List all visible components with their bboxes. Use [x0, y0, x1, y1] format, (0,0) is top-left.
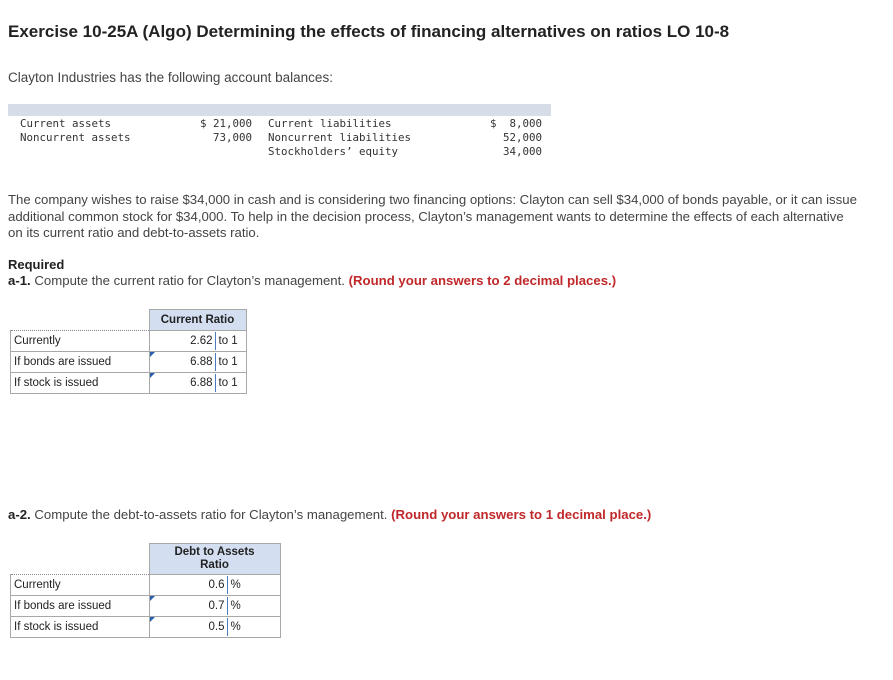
debt-ratio-bonds-cell[interactable] — [149, 596, 280, 617]
unit-label: % — [230, 621, 241, 633]
balance-label: Noncurrent liabilities — [268, 131, 412, 144]
unit-label: to 1 — [218, 377, 238, 389]
problem-description: The company wishes to raise $34,000 in cash and is considering two financing options: Clayton can sell $34,000 of bonds payable, or it can issue additional common stock for $34,000. To help in the decision process, Clayton’s management wants to determine the effects of each alternative on its current ratio and debt-to-assets ratio. — [8, 192, 857, 240]
balance-value: $ 21,000 — [199, 117, 252, 130]
unit-label: to 1 — [218, 335, 238, 347]
a2-text: Compute the debt-to-assets ratio for Clayton’s management. — [30, 507, 392, 522]
row-label-stock: If stock is issued — [11, 617, 150, 638]
account-balances-table — [8, 104, 551, 168]
current-ratio-stock-cell[interactable] — [149, 373, 246, 394]
debt-to-assets-table — [10, 543, 281, 638]
row-label-stock: If stock is issued — [11, 373, 150, 394]
table-row — [11, 575, 281, 596]
unit-label: % — [230, 579, 241, 591]
current-ratio-bonds-cell[interactable] — [149, 352, 246, 373]
balance-value: $ 8,000 — [489, 117, 542, 130]
table-row — [11, 331, 247, 352]
balance-label: Noncurrent assets — [20, 131, 131, 144]
a1-label: a-1. — [8, 273, 31, 288]
a1-rounding-note: (Round your answers to 2 decimal places.) — [348, 273, 617, 288]
a1-instruction — [8, 273, 616, 288]
table-row — [11, 373, 247, 394]
required-heading: Required — [8, 257, 65, 272]
balance-label: Current assets — [20, 117, 112, 130]
current-ratio-table — [10, 309, 247, 394]
a2-instruction — [8, 507, 651, 522]
debt-ratio-stock-cell[interactable] — [149, 617, 280, 638]
balance-label: Stockholders’ equity — [268, 145, 399, 158]
balance-value: 52,000 — [502, 131, 542, 144]
a2-label: a-2. — [8, 507, 31, 522]
current-ratio-bonds-input[interactable]: 6.88 — [150, 353, 216, 371]
row-label-currently: Currently — [11, 575, 150, 596]
current-ratio-header: Current Ratio — [149, 310, 246, 331]
unit-label: % — [230, 600, 241, 612]
current-ratio-stock-input[interactable]: 6.88 — [150, 374, 216, 392]
table-row — [11, 352, 247, 373]
debt-ratio-bonds-input[interactable]: 0.7 — [150, 597, 228, 615]
row-label-bonds: If bonds are issued — [11, 596, 150, 617]
table-row — [11, 596, 281, 617]
a2-rounding-note: (Round your answers to 1 decimal place.) — [391, 507, 652, 522]
debt-ratio-currently-cell[interactable] — [149, 575, 280, 596]
debt-ratio-stock-input[interactable]: 0.5 — [150, 618, 228, 636]
row-label-bonds: If bonds are issued — [11, 352, 150, 373]
unit-label: to 1 — [218, 356, 238, 368]
current-ratio-currently-cell[interactable] — [149, 331, 246, 352]
debt-to-assets-header — [149, 544, 280, 575]
debt-ratio-currently-input[interactable]: 0.6 — [150, 576, 228, 594]
row-label-currently: Currently — [11, 331, 150, 352]
table-header-bar — [8, 104, 551, 116]
balance-value: 34,000 — [502, 145, 542, 158]
header-line-1: Debt to Assets — [174, 546, 255, 558]
header-line-2: Ratio — [200, 559, 229, 571]
table-row — [11, 617, 281, 638]
current-ratio-currently-input[interactable]: 2.62 — [150, 332, 216, 350]
intro-text: Clayton Industries has the following account balances: — [8, 70, 333, 85]
balance-label: Current liabilities — [268, 117, 392, 130]
balance-value: 73,000 — [212, 131, 252, 144]
a1-text: Compute the current ratio for Clayton’s management. — [30, 273, 349, 288]
page-title: Exercise 10-25A (Algo) Determining the effects of financing alternatives on ratios LO 10-8 — [8, 22, 730, 41]
